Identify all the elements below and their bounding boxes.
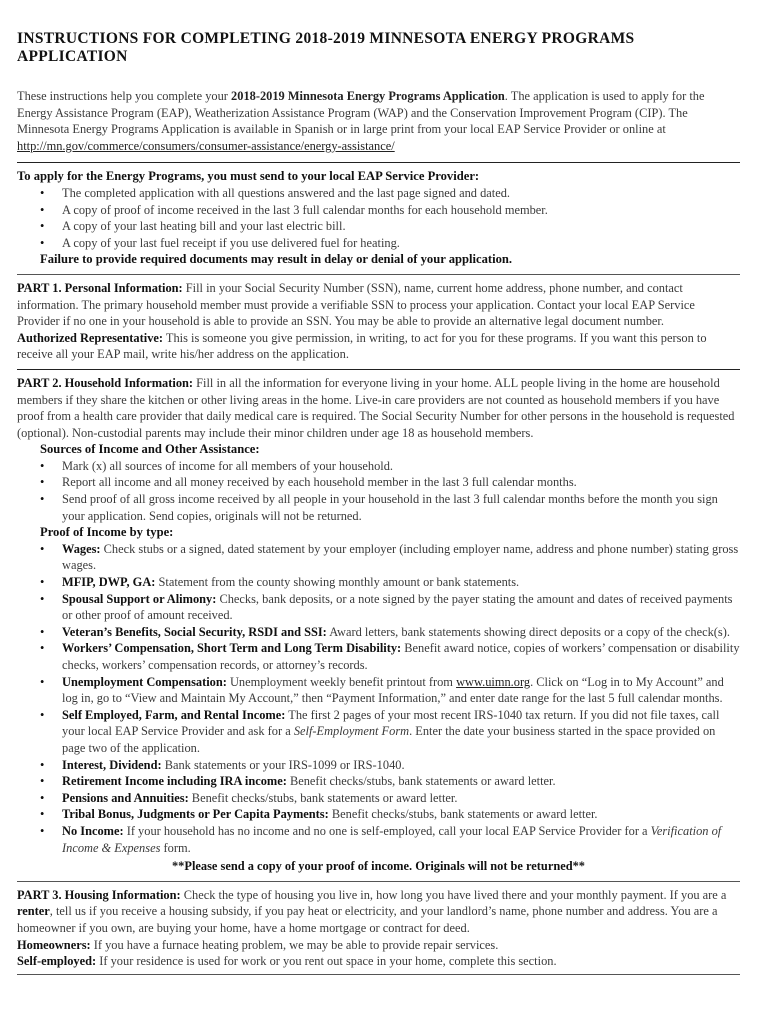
intro-paragraph [17,88,740,154]
part1-label: PART 1. Personal Information: [17,280,183,295]
list-item: • The completed application with all questions answered and the last page signed and dated. [62,185,740,202]
list-item: • Mark (x) all sources of income for all members of your household. [62,458,740,475]
proof-text: Benefit checks/stubs, bank statements or award letter. [286,774,556,789]
proof-text: The first 2 pages of your most recent IRS-1040 tax return. If you did not file taxes, call your local EAP Service Provider and ask for a [62,707,720,739]
bottom-divider [17,974,740,975]
part2-text: Fill in all the information for everyone living in your home. ALL people living in the home are household members if they share the kitchen or other living areas in the home. Live-in care providers are not counted as household members if you have proof from a health care provider that daily medical care is required. The Social Security Number for other persons in the household is requested (optional). Non-custodial parents may include their minor children under age 18 as household members. [17,375,735,440]
proof-text: Statement from the county showing monthly amount or bank statements. [155,575,520,590]
list-item: • Send proof of all gross income received by all people in your household in the last 3 full calendar months before the month you sign your application. Send copies, originals will not be returned. [62,491,740,524]
proof-item-interest [62,757,740,774]
homeowners-text: If you have a furnace heating problem, we may be able to provide repair services. [90,937,499,952]
apply-list [17,185,740,251]
intro-text-after: . The application is used to apply for the Energy Assistance Program (EAP), Weatherization Assistance Program (WAP) and the Conservation Improvement Program (CIP). The Minnesota Energy Programs Application is available in Spanish or in large print from your local EAP Service Provider or online at [17,89,705,137]
homeowners-paragraph [17,937,740,954]
proof-item-wages [62,541,740,574]
proof-item-mfip [62,574,740,591]
proof-text: If your household has no income and no one is self-employed, call your local EAP Service Provider for a [123,823,651,838]
proof-label: Pensions and Annuities: [62,790,189,805]
proof-label: Veteran’s Benefits, Social Security, RSDI and SSI: [62,624,327,639]
part2-label: PART 2. Household Information: [17,375,194,390]
self-employed-label: Self-employed: [17,954,97,969]
part3-section [17,881,740,975]
apply-warning: Failure to provide required documents may result in delay or denial of your application. [40,252,513,267]
proof-label: Spousal Support or Alimony: [62,591,217,606]
authorized-rep-text: This is someone you give permission, in writing, to act for you for these programs. If you want this person to receive all your EAP mail, write his/her address on the application. [17,330,707,362]
proof-item-retirement [62,773,740,790]
page-title: INSTRUCTIONS FOR COMPLETING 2018-2019 MINNESOTA ENERGY PROGRAMS APPLICATION [17,30,635,65]
list-item: • Report all income and all money received by each household member in the last 3 full calendar months. [62,474,740,491]
uimn-link[interactable]: www.uimn.org [456,674,531,689]
authorized-rep-label: Authorized Representative: [17,330,164,345]
sources-list [17,458,740,524]
proof-label: No Income: [62,823,124,838]
part3-text: Check the type of housing you live in, how long you have lived there and your monthly payment. If you are a [180,887,727,902]
proof-item-workers-comp [62,640,740,673]
proof-text: Benefit checks/stubs, bank statements or award letter. [328,807,598,822]
homeowners-label: Homeowners: [17,937,91,952]
proof-label: Interest, Dividend: [62,757,162,772]
proof-text: . Enter the date your business started in the space provided on page two of the application. [62,724,716,755]
energy-assistance-link[interactable]: http://mn.gov/commerce/consumers/consumer-assistance/energy-assistance/ [17,138,395,153]
intro-text: These instructions help you complete your [17,89,232,103]
proof-item-unemployment [62,674,740,707]
part1-paragraph [17,280,740,330]
proof-heading: Proof of Income by type: [40,525,174,540]
proof-label: MFIP, DWP, GA: [62,575,156,590]
part3-paragraph [17,887,740,937]
proof-label: Unemployment Compensation: [62,674,227,689]
proof-label: Self Employed, Farm, and Rental Income: [62,707,286,722]
proof-text: form. [160,840,191,855]
proof-text: Bank statements or your IRS-1099 or IRS-1040. [161,757,405,772]
proof-text: Check stubs or a signed, dated statement by your employer (including employer name, address and phone number) stating gross wages. [62,541,739,573]
self-employed-paragraph [17,953,740,970]
proof-text: Benefit award notice, copies of workers’ compensation or disability checks, workers’ compensation records, or attorney’s records. [62,641,740,672]
part1-section [17,274,740,363]
apply-section [17,162,740,268]
part3-label: PART 3. Housing Information: [17,887,181,902]
proof-text: Checks, bank deposits, or a note signed by the payer stating the amount and dates of received payments or other proof of amount received. [62,591,733,623]
originals-notice: **Please send a copy of your proof of income. Originals will not be returned** [171,859,585,874]
proof-label: Retirement Income including IRA income: [62,774,287,789]
list-item: • A copy of your last heating bill and your last electric bill. [62,218,740,235]
part3-text: , tell us if you receive a housing subsidy, if you pay heat or electricity, and your landlord’s name, phone number and address. You are a homeowner if you own, are buying your home, have a home mortgage or contract for deed. [17,904,718,935]
authorized-rep-paragraph [17,330,740,363]
part1-text: Fill in your Social Security Number (SSN), name, current home address, phone number, and contact information. The primary household member must provide a verifiable SSN to process your application. Contact your local EAP Service Provider if no one in your household is able to provide an SSN. You may be able to provide an alternative legal document number. [17,280,695,329]
proof-item-no-income [62,823,740,856]
proof-item-tribal [62,806,740,823]
proof-text: Unemployment weekly benefit printout from [226,674,457,689]
self-employed-text: If your residence is used for work or you rent out space in your home, complete this section. [96,954,557,969]
proof-text: Award letters, bank statements showing direct deposits or a copy of the check(s). [326,624,730,639]
list-item: • A copy of proof of income received in the last 3 full calendar months for each household member. [62,202,740,219]
proof-text: . Click on “Log in to My Account” and log in, go to “View and Maintain My Account,” then “Payment Information,” and enter date range for the last 5 full calendar months. [62,674,724,706]
form-name: Self-Employment Form [293,724,410,739]
apply-heading: To apply for the Energy Programs, you must send to your local EAP Service Provider: [17,169,480,184]
sources-heading: Sources of Income and Other Assistance: [40,442,260,457]
proof-label: Workers’ Compensation, Short Term and Long Term Disability: [62,641,402,656]
proof-list [17,541,740,856]
proof-item-pensions [62,790,740,807]
form-name: Verification of Income & Expenses [62,823,722,855]
proof-item-self-employed [62,707,740,757]
proof-item-veterans [62,624,740,641]
proof-label: Wages: [62,541,101,556]
renter-term: renter [17,904,50,919]
proof-text: Benefit checks/stubs, bank statements or award letter. [188,790,458,805]
part2-section [17,369,740,875]
intro-bold: 2018-2019 Minnesota Energy Programs Application [231,89,505,103]
part2-paragraph [17,375,740,441]
proof-label: Tribal Bonus, Judgments or Per Capita Payments: [62,807,329,822]
list-item: • A copy of your last fuel receipt if you use delivered fuel for heating. [62,235,740,252]
proof-item-spousal [62,591,740,624]
